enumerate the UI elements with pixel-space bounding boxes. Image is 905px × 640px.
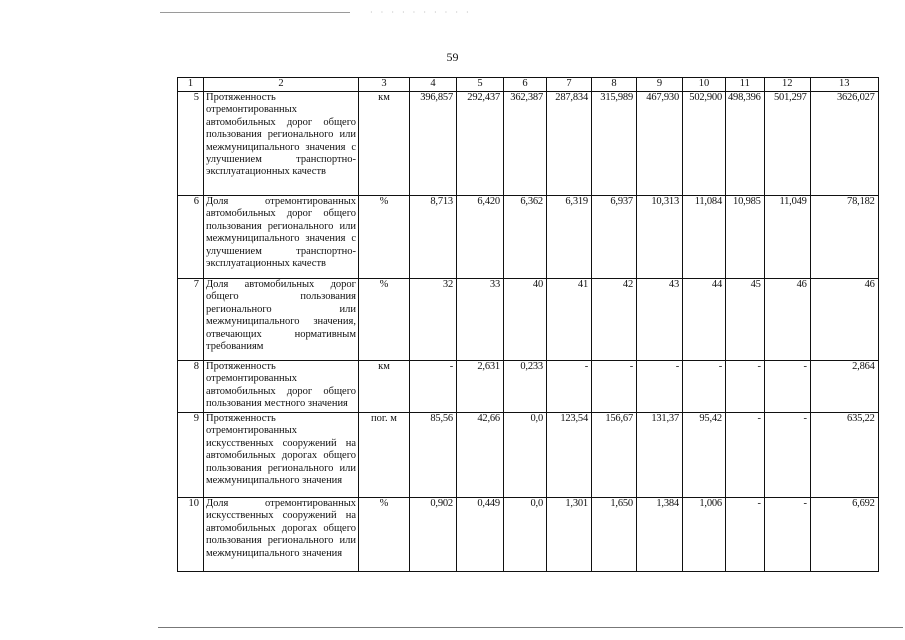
table-row xyxy=(178,279,879,361)
indicator-name-line: Доля отремонтированных xyxy=(206,196,356,207)
value-cell: - xyxy=(764,361,810,413)
value-cell: 10,313 xyxy=(637,196,683,279)
indicator-name-line: Протяженность xyxy=(206,361,276,372)
value-cell: 1,384 xyxy=(637,498,683,572)
indicator-name-line: отвечающих нормативным xyxy=(206,328,356,340)
value-cell: 502,900 xyxy=(683,92,726,196)
indicator-name-line: улучшением транспортно- xyxy=(206,245,356,257)
value-cell: 95,42 xyxy=(683,413,726,498)
indicator-name xyxy=(204,196,359,279)
table-row xyxy=(178,413,879,498)
total-cell: 635,22 xyxy=(810,413,878,498)
indicator-name-line: искусственных сооружений на xyxy=(206,437,356,449)
value-cell: 45 xyxy=(726,279,765,361)
indicator-name-line: отремонтированных xyxy=(206,425,297,437)
value-cell: 1,006 xyxy=(683,498,726,572)
column-header: 13 xyxy=(810,78,878,92)
total-cell: 46 xyxy=(810,279,878,361)
indicator-name-line: искусственных сооружений на xyxy=(206,510,356,522)
table-header-row xyxy=(178,78,879,92)
value-cell: 0,449 xyxy=(457,498,504,572)
total-cell: 6,692 xyxy=(810,498,878,572)
value-cell: 41 xyxy=(547,279,592,361)
value-cell: 1,301 xyxy=(547,498,592,572)
indicator-name xyxy=(204,92,359,196)
value-cell: 131,37 xyxy=(637,413,683,498)
value-cell: 396,857 xyxy=(410,92,457,196)
row-number: 5 xyxy=(178,92,204,196)
column-header: 7 xyxy=(547,78,592,92)
value-cell: 0,233 xyxy=(504,361,547,413)
indicator-name-line: автомобильных дорогах общего xyxy=(206,450,356,462)
value-cell: 123,54 xyxy=(547,413,592,498)
value-cell: 0,0 xyxy=(504,413,547,498)
unit-cell: % xyxy=(359,498,410,572)
column-header: 10 xyxy=(683,78,726,92)
value-cell: 40 xyxy=(504,279,547,361)
unit-cell: км xyxy=(359,361,410,413)
row-number: 7 xyxy=(178,279,204,361)
scan-artifact-top-line xyxy=(160,12,350,13)
indicator-name-line: отремонтированных xyxy=(206,104,297,116)
value-cell: 0,902 xyxy=(410,498,457,572)
indicator-name xyxy=(204,413,359,498)
indicator-name-line: эксплуатационных качеств xyxy=(206,258,326,270)
table-row xyxy=(178,361,879,413)
indicator-name-line: улучшением транспортно- xyxy=(206,154,356,166)
value-cell: 292,437 xyxy=(457,92,504,196)
table-row xyxy=(178,92,879,196)
column-header: 11 xyxy=(726,78,765,92)
value-cell: 2,631 xyxy=(457,361,504,413)
value-cell: 498,396 xyxy=(726,92,765,196)
column-header: 1 xyxy=(178,78,204,92)
value-cell: 315,989 xyxy=(592,92,637,196)
indicator-name-line: автомобильных дорог общего xyxy=(206,385,356,397)
indicator-name-line: межмуниципального значения xyxy=(206,475,343,487)
indicator-name-line: пользования местного значения xyxy=(206,398,348,410)
indicator-name-line: межмуниципального значения с xyxy=(206,141,356,153)
unit-cell: км xyxy=(359,92,410,196)
value-cell: 1,650 xyxy=(592,498,637,572)
indicator-name xyxy=(204,361,359,413)
value-cell: 156,67 xyxy=(592,413,637,498)
value-cell: 42 xyxy=(592,279,637,361)
total-cell: 78,182 xyxy=(810,196,878,279)
value-cell: - xyxy=(726,413,765,498)
value-cell: 467,930 xyxy=(637,92,683,196)
indicator-name-line: Доля автомобильных дорог xyxy=(206,279,356,290)
value-cell: - xyxy=(592,361,637,413)
indicator-name-line: межмуниципального значения с xyxy=(206,233,356,245)
value-cell: 8,713 xyxy=(410,196,457,279)
indicator-name-line: автомобильных дорогах общего xyxy=(206,522,356,534)
column-header: 3 xyxy=(359,78,410,92)
indicator-name-line: автомобильных дорог общего xyxy=(206,208,356,220)
indicator-name-line: пользования регионального или xyxy=(206,220,356,232)
row-number: 8 xyxy=(178,361,204,413)
total-cell: 3626,027 xyxy=(810,92,878,196)
indicator-name xyxy=(204,279,359,361)
value-cell: - xyxy=(764,413,810,498)
value-cell: - xyxy=(726,361,765,413)
value-cell: 43 xyxy=(637,279,683,361)
value-cell: 6,420 xyxy=(457,196,504,279)
scan-artifact-dots: · · · · · · · · · · xyxy=(370,8,472,17)
value-cell: 10,985 xyxy=(726,196,765,279)
indicator-name-line: межмуниципального значения, xyxy=(206,316,356,328)
indicator-name-line: эксплуатационных качеств xyxy=(206,166,326,178)
indicator-name-line: межмуниципального значения xyxy=(206,547,343,559)
value-cell: 11,049 xyxy=(764,196,810,279)
value-cell: 85,56 xyxy=(410,413,457,498)
value-cell: 287,834 xyxy=(547,92,592,196)
unit-cell: % xyxy=(359,279,410,361)
value-cell: 6,362 xyxy=(504,196,547,279)
value-cell: - xyxy=(683,361,726,413)
unit-cell: % xyxy=(359,196,410,279)
indicator-name-line: пользования регионального или xyxy=(206,535,356,547)
page-number: 59 xyxy=(446,50,459,64)
value-cell: 501,297 xyxy=(764,92,810,196)
value-cell: - xyxy=(547,361,592,413)
row-number: 9 xyxy=(178,413,204,498)
value-cell: - xyxy=(410,361,457,413)
value-cell: 44 xyxy=(683,279,726,361)
indicator-name-line: Протяженность xyxy=(206,413,276,424)
value-cell: 32 xyxy=(410,279,457,361)
value-cell: 42,66 xyxy=(457,413,504,498)
scan-artifact-bottom-line xyxy=(158,627,903,628)
column-header: 4 xyxy=(410,78,457,92)
value-cell: 6,937 xyxy=(592,196,637,279)
value-cell: - xyxy=(637,361,683,413)
value-cell: 11,084 xyxy=(683,196,726,279)
indicator-name-line: отремонтированных xyxy=(206,373,297,385)
row-number: 6 xyxy=(178,196,204,279)
indicator-name-line: регионального или xyxy=(206,303,356,315)
indicator-name xyxy=(204,498,359,572)
column-header: 5 xyxy=(457,78,504,92)
column-header: 8 xyxy=(592,78,637,92)
indicator-name-line: Протяженность xyxy=(206,92,276,103)
value-cell: - xyxy=(726,498,765,572)
column-header: 9 xyxy=(637,78,683,92)
indicator-name-line: автомобильных дорог общего xyxy=(206,116,356,128)
indicator-name-line: пользования регионального или xyxy=(206,462,356,474)
value-cell: 33 xyxy=(457,279,504,361)
indicator-name-line: требованиям xyxy=(206,341,264,353)
value-cell: 6,319 xyxy=(547,196,592,279)
data-table xyxy=(177,77,879,572)
value-cell: 0,0 xyxy=(504,498,547,572)
indicator-name-line: Доля отремонтированных xyxy=(206,498,356,509)
unit-cell: пог. м xyxy=(359,413,410,498)
column-header: 2 xyxy=(204,78,359,92)
row-number: 10 xyxy=(178,498,204,572)
table-row xyxy=(178,196,879,279)
value-cell: 362,387 xyxy=(504,92,547,196)
indicator-name-line: пользования регионального или xyxy=(206,129,356,141)
value-cell: - xyxy=(764,498,810,572)
column-header: 6 xyxy=(504,78,547,92)
table-row xyxy=(178,498,879,572)
column-header: 12 xyxy=(764,78,810,92)
indicator-name-line: общего пользования xyxy=(206,291,356,303)
value-cell: 46 xyxy=(764,279,810,361)
total-cell: 2,864 xyxy=(810,361,878,413)
